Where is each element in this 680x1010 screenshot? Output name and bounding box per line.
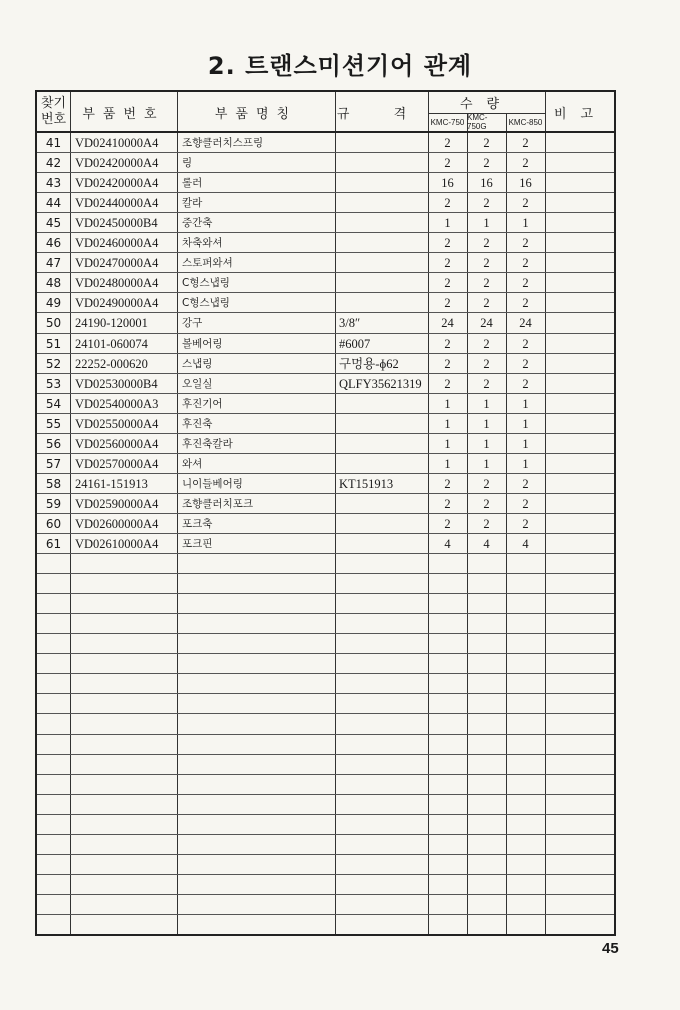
page-number: 45 (602, 940, 619, 957)
qty-kmc-750g: 2 (483, 356, 490, 371)
row-divider (37, 653, 614, 654)
part-number: 24161-151913 (75, 476, 148, 491)
row-divider (37, 814, 614, 815)
row-number: 60 (45, 516, 62, 531)
row-divider (37, 613, 614, 614)
row-number: 49 (45, 296, 62, 311)
qty-kmc-750g: 2 (483, 156, 490, 171)
part-spec (339, 394, 429, 414)
row-divider (37, 312, 614, 313)
table-row (37, 494, 614, 514)
part-number: VD02490000A4 (75, 296, 159, 311)
part-spec: #6007 (339, 336, 371, 351)
table-row (37, 414, 614, 434)
qty-kmc-850: 2 (522, 296, 529, 311)
part-spec (339, 514, 429, 534)
table-row (37, 173, 614, 193)
qty-kmc-850: 4 (522, 537, 529, 551)
part-spec: 구멍용-ɸ62 (339, 356, 399, 371)
row-divider (37, 593, 614, 594)
table-row (37, 474, 614, 494)
part-number: 22252-000620 (75, 356, 148, 371)
qty-kmc-750: 1 (444, 456, 451, 471)
part-name: 와셔 (182, 457, 203, 470)
row-divider (37, 373, 614, 374)
part-number: 24190-120001 (75, 316, 148, 331)
qty-kmc-850: 2 (522, 156, 529, 171)
row-divider (37, 232, 614, 233)
qty-kmc-850: 2 (522, 196, 529, 211)
part-number: VD02470000A4 (75, 256, 159, 271)
part-number: VD02450000B4 (75, 216, 158, 231)
qty-kmc-750g: 1 (483, 456, 490, 471)
part-spec (339, 233, 429, 253)
table-row (37, 153, 614, 173)
part-name: 조향클러치포크 (182, 497, 254, 510)
table-row (37, 313, 614, 333)
row-divider (37, 673, 614, 674)
row-divider (37, 272, 614, 273)
qty-kmc-750g: 2 (483, 376, 490, 391)
part-spec: KT151913 (339, 476, 394, 491)
qty-kmc-750g: 2 (483, 336, 490, 351)
row-number: 45 (45, 216, 62, 231)
row-divider (37, 473, 614, 474)
row-number: 53 (45, 376, 62, 391)
row-divider (37, 894, 614, 895)
part-name: 링 (182, 157, 193, 170)
row-number: 48 (45, 276, 62, 291)
part-number: VD02550000A4 (75, 416, 159, 431)
row-divider (37, 192, 614, 193)
table-row (37, 334, 614, 354)
table-row (37, 374, 614, 394)
part-number: VD02530000B4 (75, 376, 158, 391)
qty-kmc-850: 1 (522, 396, 529, 411)
header-no: 찾기 번호 (40, 96, 67, 127)
row-number: 51 (45, 336, 62, 351)
row-divider (37, 553, 614, 554)
row-number: 50 (45, 316, 62, 331)
part-number: VD02440000A4 (75, 196, 159, 211)
row-divider (37, 633, 614, 634)
row-divider (37, 172, 614, 173)
part-number: VD02420000A4 (75, 156, 159, 171)
part-number: VD02410000A4 (75, 136, 159, 150)
qty-kmc-750: 1 (444, 416, 451, 431)
qty-kmc-850: 2 (522, 356, 529, 371)
qty-kmc-850: 1 (522, 216, 529, 231)
qty-kmc-750: 2 (444, 516, 451, 531)
qty-kmc-750g: 2 (483, 476, 490, 491)
row-divider (37, 573, 614, 574)
table-row (37, 233, 614, 253)
part-name: 스토퍼와셔 (182, 257, 233, 270)
table-row (37, 253, 614, 273)
row-divider (37, 152, 614, 153)
parts-table (35, 90, 616, 936)
row-divider (37, 292, 614, 293)
part-name: 중간축 (182, 217, 213, 230)
qty-kmc-750: 2 (444, 336, 451, 351)
table-row (37, 454, 614, 474)
row-number: 59 (45, 496, 62, 511)
qty-kmc-750g: 16 (480, 176, 493, 191)
row-divider (37, 854, 614, 855)
qty-kmc-750g: 1 (483, 216, 490, 231)
part-number: 24101-060074 (75, 336, 148, 351)
qty-kmc-850: 2 (522, 236, 529, 251)
qty-kmc-750: 2 (444, 156, 451, 171)
part-name: 포크축 (182, 517, 213, 530)
part-spec (339, 434, 429, 454)
qty-kmc-750: 2 (444, 296, 451, 311)
page-title: 2. 트랜스미션기어 관계 (207, 52, 473, 80)
row-divider (37, 834, 614, 835)
table-row (37, 133, 614, 153)
qty-kmc-750: 16 (441, 176, 454, 191)
row-divider (37, 353, 614, 354)
qty-kmc-850: 2 (522, 376, 529, 391)
row-divider (37, 212, 614, 213)
part-number: VD02560000A4 (75, 436, 159, 451)
part-number: VD02610000A4 (75, 537, 159, 551)
qty-kmc-850: 2 (522, 496, 529, 511)
qty-kmc-750: 2 (444, 496, 451, 511)
table-row (37, 514, 614, 534)
row-divider (37, 333, 614, 334)
row-number: 47 (45, 256, 62, 271)
part-spec (339, 213, 429, 233)
part-spec (339, 494, 429, 514)
part-number: VD02590000A4 (75, 496, 159, 511)
qty-kmc-850: 2 (522, 276, 529, 291)
part-name: 강구 (182, 317, 203, 330)
header-model-1: KMC-750 (430, 117, 465, 127)
part-number: VD02420000A4 (75, 176, 159, 191)
part-spec (339, 153, 429, 173)
part-spec (339, 173, 429, 193)
part-number: VD02480000A4 (75, 276, 159, 291)
part-name: 롤러 (182, 177, 203, 190)
row-divider (37, 874, 614, 875)
part-name: 스냅링 (182, 357, 213, 370)
part-spec (339, 273, 429, 293)
row-number: 54 (45, 396, 62, 411)
header-model-3: KMC-850 (508, 117, 543, 127)
qty-kmc-850: 2 (522, 336, 529, 351)
qty-kmc-750: 4 (444, 537, 451, 551)
row-divider (37, 774, 614, 775)
part-number: VD02540000A3 (75, 396, 159, 411)
part-name: 칼라 (182, 197, 203, 210)
qty-kmc-850: 2 (522, 256, 529, 271)
row-divider (37, 713, 614, 714)
qty-kmc-750g: 4 (483, 537, 490, 551)
part-name: 차축와셔 (182, 237, 223, 250)
row-number: 52 (45, 356, 62, 371)
header-remarks: 비고 (553, 106, 608, 122)
header-qty: 수량 (459, 97, 514, 112)
qty-kmc-750g: 24 (480, 316, 493, 331)
part-spec (339, 133, 429, 153)
row-divider (37, 533, 614, 534)
part-number: VD02600000A4 (75, 516, 159, 531)
qty-kmc-750: 2 (444, 356, 451, 371)
qty-kmc-850: 2 (522, 516, 529, 531)
qty-kmc-750: 24 (441, 316, 454, 331)
qty-kmc-850: 2 (522, 476, 529, 491)
part-name: 조향클러치스프링 (182, 137, 264, 149)
part-spec (339, 414, 429, 434)
header-part-no: 부품번호 (82, 106, 165, 122)
qty-kmc-750g: 2 (483, 516, 490, 531)
part-name: 오일실 (182, 377, 213, 390)
qty-kmc-750g: 2 (483, 296, 490, 311)
qty-kmc-850: 1 (522, 436, 529, 451)
header-spec: 규 격 (336, 106, 427, 122)
row-divider (37, 754, 614, 755)
part-spec (339, 193, 429, 213)
part-name: C형스냅링 (182, 277, 230, 290)
part-name: 후진축 (182, 417, 213, 430)
qty-kmc-750: 1 (444, 216, 451, 231)
row-divider (37, 393, 614, 394)
qty-kmc-750g: 2 (483, 256, 490, 271)
qty-kmc-850: 2 (522, 136, 529, 150)
row-number: 43 (45, 176, 62, 191)
row-number: 55 (45, 416, 62, 431)
qty-kmc-750: 2 (444, 196, 451, 211)
part-spec: QLFY35621319 (339, 376, 422, 391)
qty-kmc-750g: 2 (483, 236, 490, 251)
part-number: VD02460000A4 (75, 236, 159, 251)
row-divider (37, 453, 614, 454)
part-name: 니이들베어링 (182, 477, 243, 490)
part-spec (339, 293, 429, 313)
part-spec (339, 253, 429, 273)
row-divider (37, 794, 614, 795)
qty-kmc-750g: 1 (483, 436, 490, 451)
table-row (37, 213, 614, 233)
row-divider (37, 433, 614, 434)
row-number: 61 (45, 537, 62, 551)
table-row (37, 394, 614, 414)
row-number: 41 (45, 136, 62, 150)
row-divider (37, 693, 614, 694)
row-number: 44 (45, 196, 62, 211)
qty-kmc-750g: 1 (483, 396, 490, 411)
table-row (37, 273, 614, 293)
qty-kmc-750g: 2 (483, 136, 490, 150)
table-row (37, 434, 614, 454)
qty-kmc-750: 2 (444, 376, 451, 391)
qty-kmc-850: 1 (522, 456, 529, 471)
row-divider (37, 413, 614, 414)
row-number: 57 (45, 456, 62, 471)
part-number: VD02570000A4 (75, 456, 159, 471)
part-name: 후진축칼라 (182, 437, 233, 450)
qty-kmc-750: 2 (444, 236, 451, 251)
qty-kmc-750: 2 (444, 276, 451, 291)
row-number: 56 (45, 436, 62, 451)
qty-kmc-750g: 2 (483, 276, 490, 291)
table-row (37, 293, 614, 313)
qty-kmc-750g: 1 (483, 416, 490, 431)
part-spec: 3/8″ (339, 316, 361, 331)
row-number: 46 (45, 236, 62, 251)
part-name: 포크핀 (182, 538, 213, 550)
qty-kmc-750g: 2 (483, 196, 490, 211)
part-spec (339, 454, 429, 474)
row-divider (37, 252, 614, 253)
qty-kmc-850: 1 (522, 416, 529, 431)
part-name: 볼베어링 (182, 337, 223, 350)
qty-kmc-750: 1 (444, 436, 451, 451)
row-divider (37, 934, 614, 935)
qty-kmc-750: 1 (444, 396, 451, 411)
qty-kmc-750: 2 (444, 476, 451, 491)
qty-kmc-750: 2 (444, 256, 451, 271)
header-part-name: 부품명칭 (214, 106, 298, 122)
part-spec (339, 534, 429, 554)
part-name: C형스냅링 (182, 297, 230, 310)
qty-kmc-850: 24 (519, 316, 532, 331)
row-divider (37, 513, 614, 514)
table-row (37, 193, 614, 213)
row-number: 58 (45, 476, 62, 491)
table-row (37, 534, 614, 554)
qty-kmc-750: 2 (444, 136, 451, 150)
row-number: 42 (45, 156, 62, 171)
row-divider (37, 914, 614, 915)
table-row (37, 354, 614, 374)
qty-kmc-850: 16 (519, 176, 532, 191)
header-model-2: KMC-750G (467, 113, 488, 131)
part-name: 후진기어 (182, 397, 223, 410)
row-divider (37, 734, 614, 735)
row-divider (37, 493, 614, 494)
qty-kmc-750g: 2 (483, 496, 490, 511)
